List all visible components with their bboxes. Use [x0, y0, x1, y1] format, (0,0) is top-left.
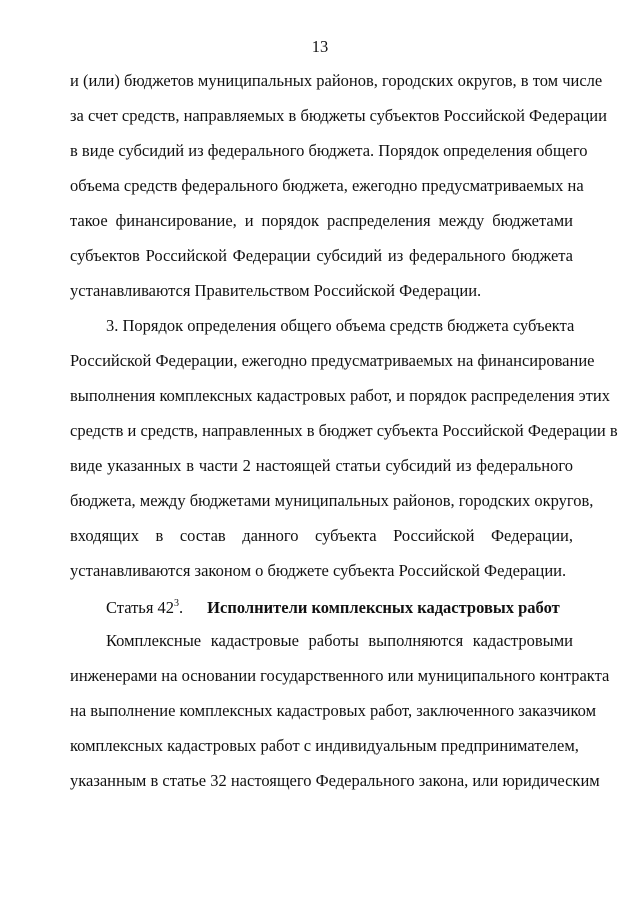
- article-dot: .: [179, 598, 184, 617]
- text-line: субъектов Российской Федерации субсидий из федерального бюджета: [70, 246, 573, 265]
- text-line: устанавливаются законом о бюджете субъекта Российской Федерации.: [70, 561, 567, 580]
- text-line: за счет средств, направляемых в бюджеты субъектов Российской Федерации: [70, 106, 607, 125]
- text-line: и (или) бюджетов муниципальных районов, городских округов, в том числе: [70, 71, 603, 90]
- article-heading: [106, 594, 560, 618]
- text-line: виде указанных в части 2 настоящей статьи субсидий из федерального: [70, 456, 573, 475]
- article-label: Статья 42: [106, 598, 175, 617]
- text-line: в виде субсидий из федерального бюджета. Порядок определения общего: [70, 141, 588, 160]
- text-line: 3. Порядок определения общего объема средств бюджета субъекта: [106, 316, 575, 335]
- text-line: Комплексные кадастровые работы выполняются кадастровыми: [106, 631, 573, 650]
- article-title: Исполнители комплексных кадастровых работ: [207, 598, 560, 617]
- text-line: бюджета, между бюджетами муниципальных районов, городских округов,: [70, 491, 594, 510]
- page-number: 13: [311, 37, 329, 56]
- text-line: объема средств федерального бюджета, ежегодно предусматриваемых на: [70, 176, 584, 195]
- text-line: комплексных кадастровых работ с индивидуальным предпринимателем,: [70, 736, 579, 755]
- article-number: [106, 598, 183, 617]
- text-line: указанным в статье 32 настоящего Федерального закона, или юридическим: [70, 771, 600, 790]
- text-line: Российской Федерации, ежегодно предусматриваемых на финансирование: [70, 351, 595, 370]
- text-line: инженерами на основании государственного или муниципального контракта: [70, 666, 610, 685]
- text-line: такое финансирование, и порядок распределения между бюджетами: [70, 211, 573, 230]
- text-line: средств и средств, направленных в бюджет субъекта Российской Федерации в: [70, 421, 618, 440]
- text-line: на выполнение комплексных кадастровых работ, заключенного заказчиком: [70, 701, 597, 720]
- text-line: входящих в состав данного субъекта Российской Федерации,: [70, 526, 573, 545]
- article-superscript: 3: [174, 598, 180, 609]
- text-line: устанавливаются Правительством Российской Федерации.: [70, 281, 482, 300]
- text-line: выполнения комплексных кадастровых работ, и порядок распределения этих: [70, 386, 610, 405]
